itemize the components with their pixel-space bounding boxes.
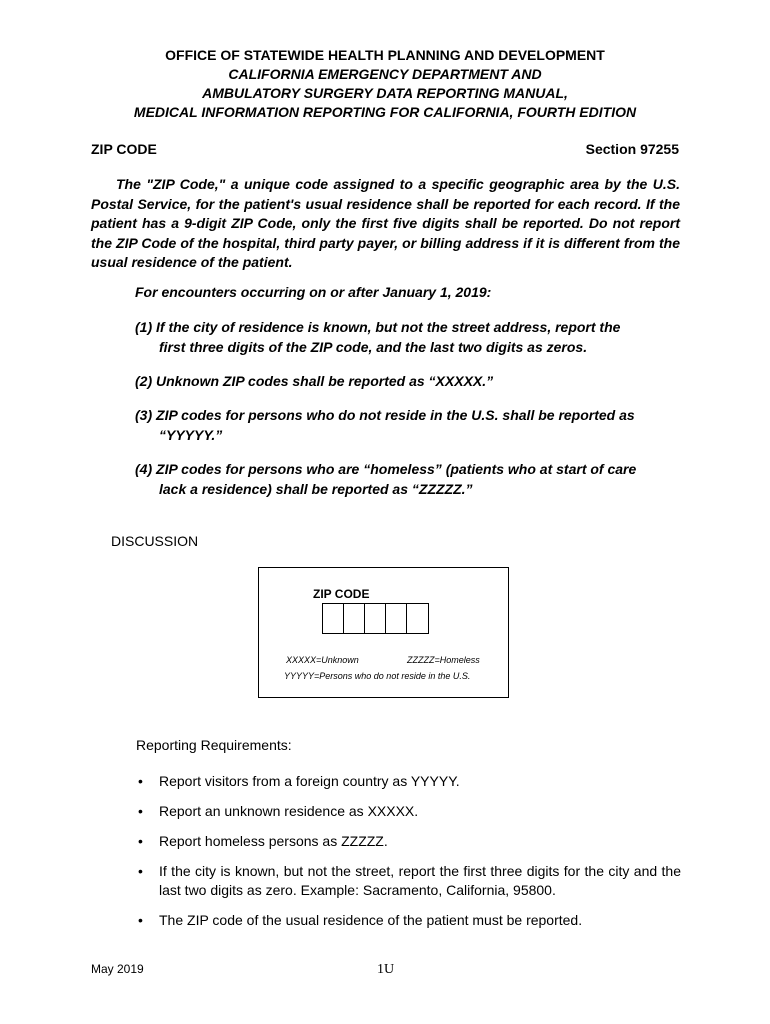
rule-item xyxy=(135,406,680,445)
rule-number: (3) xyxy=(135,407,153,423)
rule-text-continued: lack a residence) shall be reported as “ZZZZZ.” xyxy=(159,480,473,497)
header-manual-line-2: AMBULATORY SURGERY DATA REPORTING MANUAL, xyxy=(202,85,568,101)
bullet-icon: • xyxy=(138,863,143,879)
section-heading xyxy=(91,141,679,157)
legend-unknown: XXXXX=Unknown xyxy=(286,655,359,665)
bullet-icon: • xyxy=(138,912,143,928)
requirement-text: Report homeless persons as ZZZZZ. xyxy=(159,833,388,849)
list-item xyxy=(136,832,681,851)
list-item xyxy=(136,772,681,791)
requirement-text: Report visitors from a foreign country as YYYYY. xyxy=(159,773,460,789)
rule-number: (2) xyxy=(135,373,153,389)
requirements-list xyxy=(136,772,681,941)
zip-code-form-example xyxy=(258,567,509,698)
requirement-text: If the city is known, but not the street, report the first three digits for the city and the last two digits as zero. Example: Sacramento, California, 95800. xyxy=(159,863,681,898)
rule-text-continued: first three digits of the ZIP code, and the last two digits as zeros. xyxy=(159,338,588,355)
encounters-label: For encounters occurring on or after January 1, 2019: xyxy=(135,284,492,300)
bullet-icon: • xyxy=(138,773,143,789)
list-item xyxy=(136,862,681,900)
intro-paragraph: The "ZIP Code," a unique code assigned to a specific geographic area by the U.S. Postal Service, for the patient's usual residence shall be reported for each record. If the patient has a 9-digit ZIP Code, only the first five digits shall be reported. Do not report the ZIP Code of the hospital, third party payer, or billing address if it is different from the usual residence of the patient. xyxy=(91,176,680,270)
rule-text: Unknown ZIP codes shall be reported as “XXXXX.” xyxy=(156,373,494,389)
requirements-title: Reporting Requirements: xyxy=(136,737,292,753)
zip-entry-boxes xyxy=(322,603,429,634)
discussion-label: DISCUSSION xyxy=(111,533,199,549)
rule-text-continued: “YYYYY.” xyxy=(159,426,223,443)
legend-foreign: YYYYY=Persons who do not reside in the U.S. xyxy=(284,671,471,681)
page-number: 1U xyxy=(377,962,395,977)
zip-form-title: ZIP CODE xyxy=(313,587,370,601)
rule-text: ZIP codes for persons who do not reside in the U.S. shall be reported as xyxy=(156,407,635,423)
rule-item xyxy=(135,372,680,392)
section-title: ZIP CODE xyxy=(91,141,157,157)
rule-text: ZIP codes for persons who are “homeless” (patients who at start of care xyxy=(156,461,637,477)
rule-item xyxy=(135,460,680,499)
zip-digit-box xyxy=(407,604,428,633)
header-manual-line-3: MEDICAL INFORMATION REPORTING FOR CALIFORNIA, FOURTH EDITION xyxy=(133,104,637,120)
rule-number: (4) xyxy=(135,461,153,477)
header-agency: OFFICE OF STATEWIDE HEALTH PLANNING AND DEVELOPMENT xyxy=(165,47,605,63)
rule-number: (1) xyxy=(135,319,153,335)
zip-digit-box xyxy=(323,604,344,633)
section-number: Section 97255 xyxy=(585,141,679,157)
zip-digit-box xyxy=(344,604,365,633)
legend-homeless: ZZZZZ=Homeless xyxy=(407,655,480,665)
requirement-text: Report an unknown residence as XXXXX. xyxy=(159,803,419,819)
rule-item xyxy=(135,318,680,357)
bullet-icon: • xyxy=(138,833,143,849)
header-manual-line-1: CALIFORNIA EMERGENCY DEPARTMENT AND xyxy=(228,66,542,82)
list-item xyxy=(136,802,681,821)
document-header xyxy=(0,46,770,122)
rule-text: If the city of residence is known, but not the street address, report the xyxy=(156,319,621,335)
requirement-text: The ZIP code of the usual residence of the patient must be reported. xyxy=(159,912,583,928)
zip-digit-box xyxy=(365,604,386,633)
bullet-icon: • xyxy=(138,803,143,819)
list-item xyxy=(136,911,681,930)
footer-date: May 2019 xyxy=(91,962,144,976)
zip-digit-box xyxy=(386,604,407,633)
